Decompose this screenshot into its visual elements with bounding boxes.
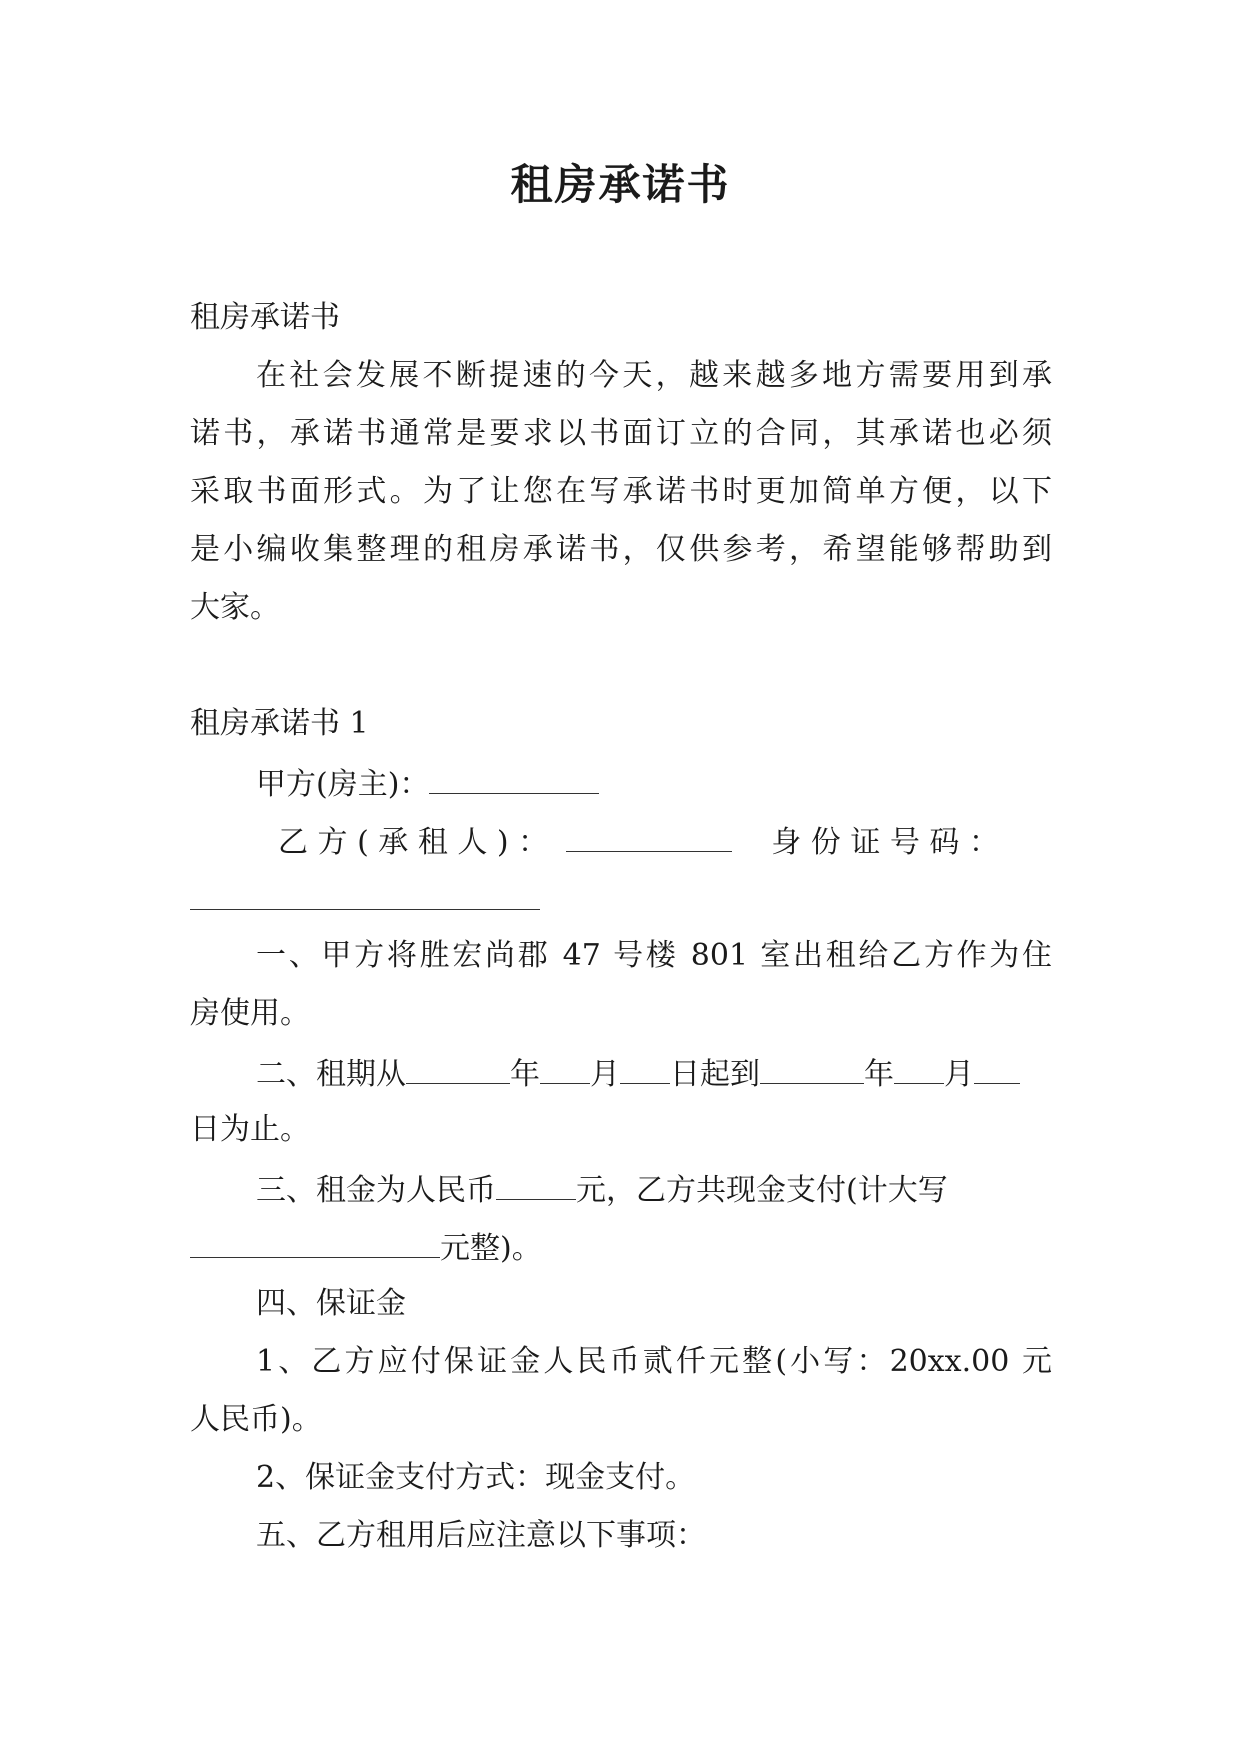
clause-2-year-2: 年 bbox=[864, 1057, 894, 1092]
clause-2-prefix: 二、租期从 bbox=[256, 1057, 406, 1092]
clause-2-line-1 bbox=[190, 1043, 1052, 1101]
clause-1-line-1: 一、甲方将胜宏尚郡 47 号楼 801 室出租给乙方作为住 bbox=[256, 938, 1052, 973]
clause-5: 五、乙方租用后应注意以下事项： bbox=[256, 1518, 706, 1553]
intro-line-3: 采取书面形式。为了让您在写承诺书时更加简单方便，以下 bbox=[190, 474, 1052, 509]
subtitle: 租房承诺书 bbox=[190, 300, 340, 335]
intro-line-5: 大家。 bbox=[190, 590, 280, 625]
id-number-blank bbox=[190, 869, 540, 910]
party-a-line bbox=[190, 753, 1052, 811]
clause-4-1-line-1: 1、乙方应付保证金人民币贰仟元整(小写：20xx.00 元 bbox=[256, 1344, 1052, 1379]
clause-3-prefix: 三、租金为人民币 bbox=[256, 1173, 496, 1208]
clause-4: 四、保证金 bbox=[256, 1286, 406, 1321]
clause-4-2: 2、保证金支付方式：现金支付。 bbox=[256, 1460, 696, 1495]
document-body bbox=[190, 289, 1052, 1565]
id-number-line bbox=[190, 869, 1052, 927]
intro-line-4: 是小编收集整理的租房承诺书，仅供参考，希望能够帮助到 bbox=[190, 532, 1052, 567]
spacer bbox=[190, 637, 1052, 695]
party-b-label: 乙 方 ( 承 租 人 ) ： bbox=[278, 825, 549, 860]
clause-3-mid: 元，乙方共现金支付(计大写 bbox=[576, 1173, 948, 1208]
party-b-line bbox=[190, 811, 1052, 869]
start-month-blank bbox=[540, 1043, 590, 1084]
start-year-blank bbox=[406, 1043, 510, 1084]
start-day-blank bbox=[620, 1043, 670, 1084]
end-day-blank bbox=[974, 1043, 1020, 1084]
rent-amount-blank bbox=[496, 1159, 576, 1200]
clause-2-month-1: 月 bbox=[590, 1057, 620, 1092]
end-month-blank bbox=[894, 1043, 944, 1084]
party-a-label: 甲方(房主)： bbox=[256, 767, 430, 802]
end-year-blank bbox=[760, 1043, 864, 1084]
clause-4-1-line-2: 人民币)。 bbox=[190, 1402, 322, 1437]
party-a-blank bbox=[429, 753, 599, 794]
id-number-label: 身 份 证 号 码 ： bbox=[771, 825, 999, 860]
intro-line-1: 在社会发展不断提速的今天，越来越多地方需要用到承 bbox=[256, 358, 1052, 393]
clause-1-line-2: 房使用。 bbox=[190, 996, 310, 1031]
clause-2-month-2: 月 bbox=[944, 1057, 974, 1092]
clause-2-year-1: 年 bbox=[510, 1057, 540, 1092]
clause-3-line-1 bbox=[190, 1159, 1052, 1217]
party-b-blank bbox=[566, 811, 732, 852]
section-heading: 租房承诺书 1 bbox=[190, 706, 369, 741]
document-title: 租房承诺书 bbox=[510, 160, 731, 209]
clause-3-tail: 元整)。 bbox=[440, 1231, 542, 1266]
clause-3-line-2 bbox=[190, 1217, 1052, 1275]
clause-2-day-1: 日起到 bbox=[670, 1057, 760, 1092]
clause-2-line-2: 日为止。 bbox=[190, 1112, 310, 1147]
intro-line-2: 诺书，承诺书通常是要求以书面订立的合同，其承诺也必须 bbox=[190, 416, 1052, 451]
rent-capital-blank bbox=[190, 1217, 440, 1258]
